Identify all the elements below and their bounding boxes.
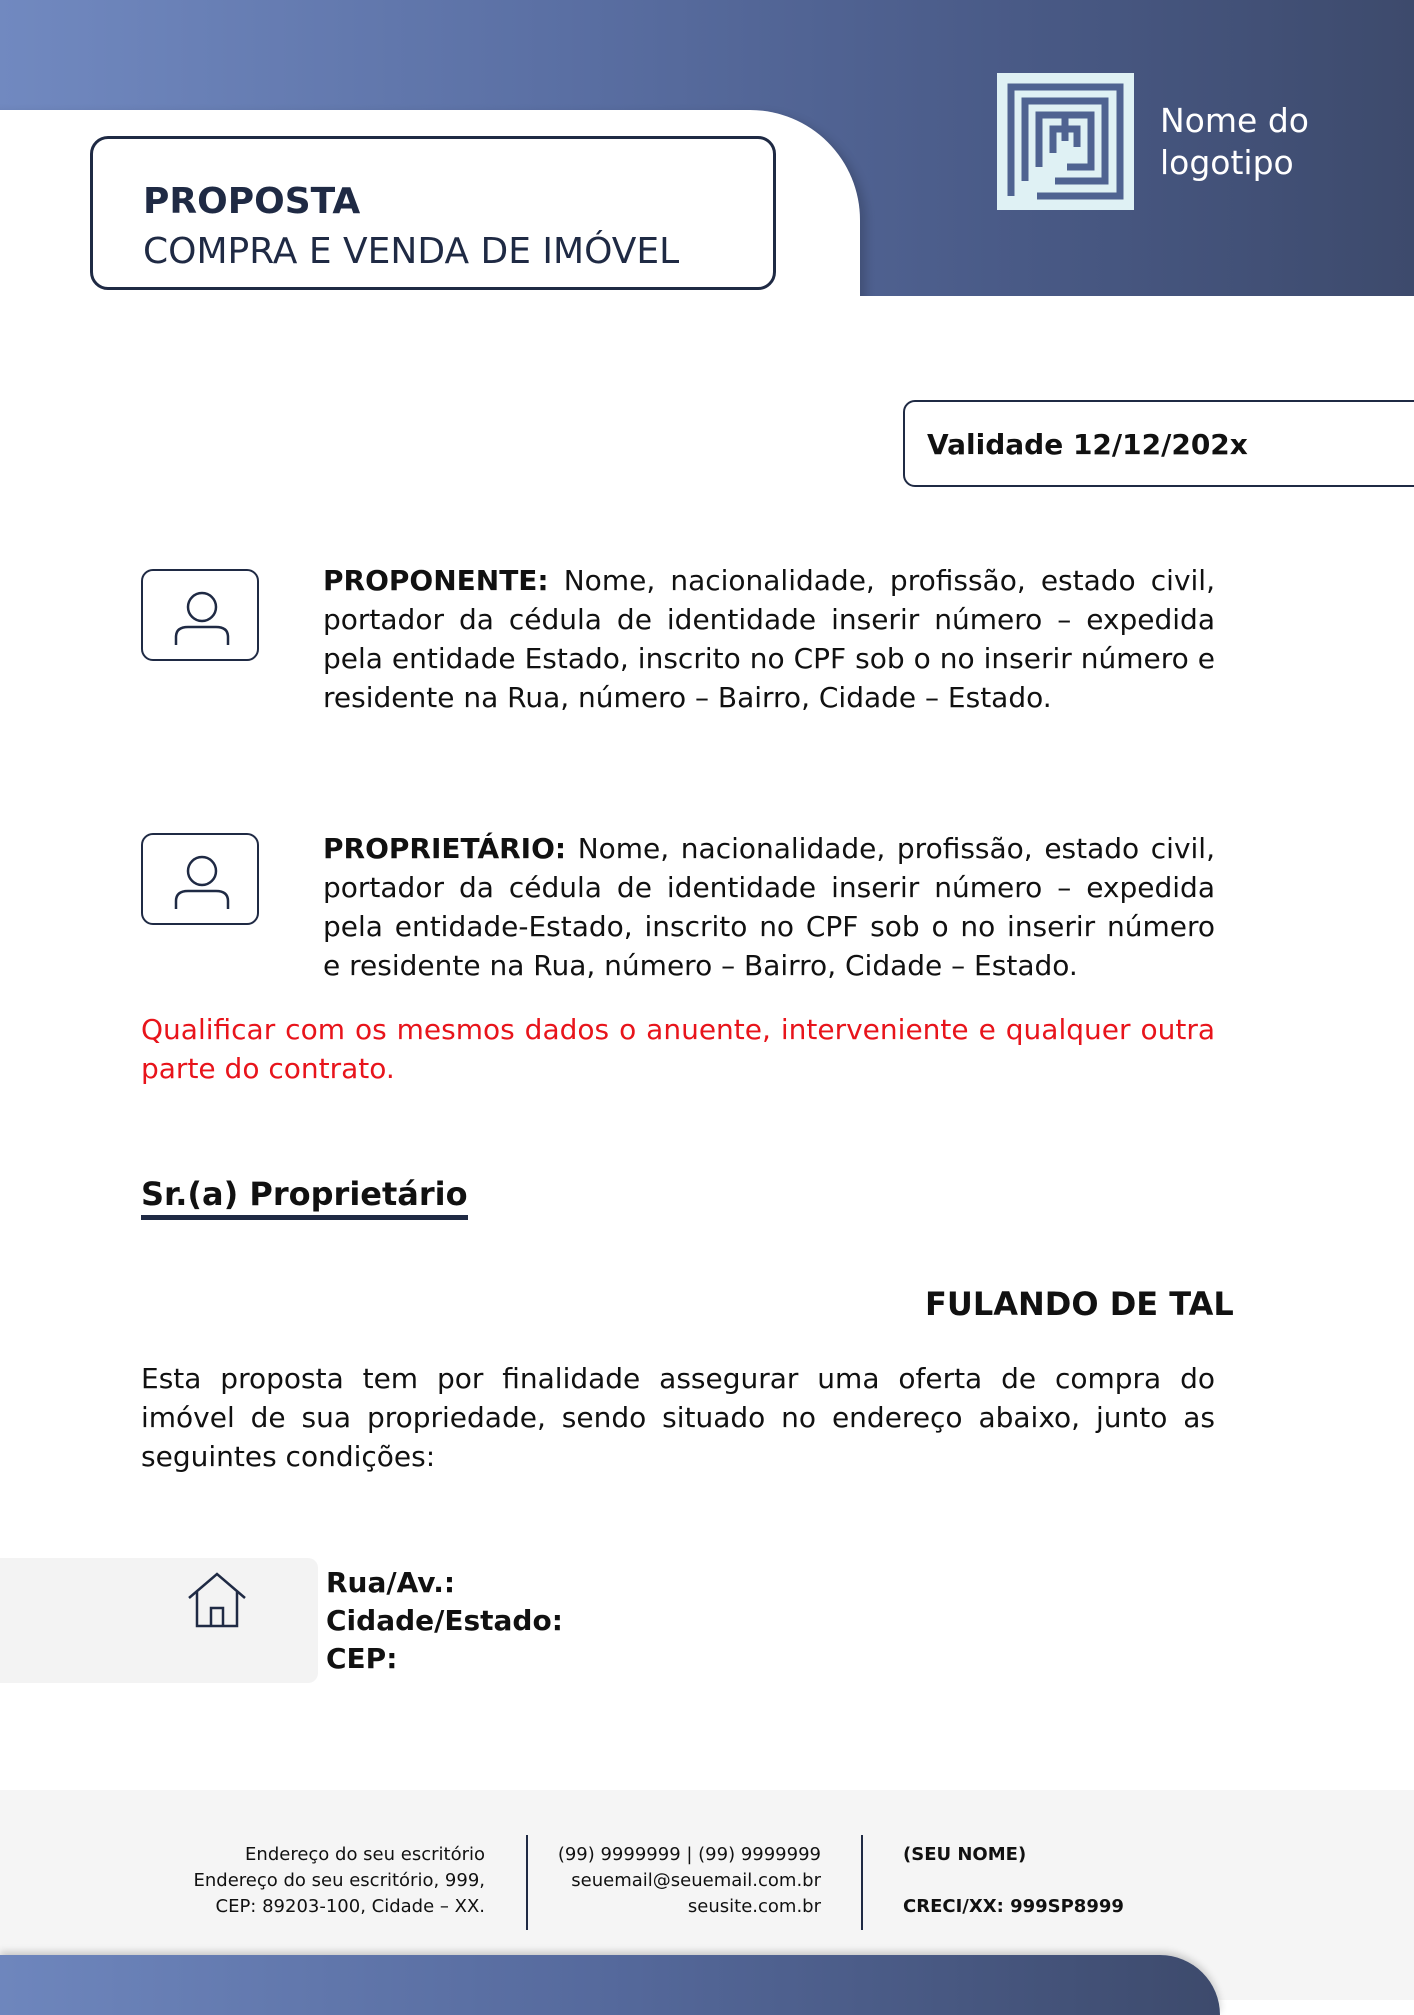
address-street-label: Rua/Av.: <box>326 1566 456 1599</box>
logo-text <box>1160 100 1380 184</box>
validity-box <box>903 400 1414 487</box>
body-paragraph: Esta proposta tem por finalidade assegurar uma oferta de compra do imóvel de sua propriedade, sendo situado no endereço abaixo, junto as seguintes condições: <box>141 1362 1215 1473</box>
footer-phones: (99) 9999999 | (99) 9999999 <box>557 1844 821 1865</box>
footer-office-address <box>140 1842 485 1920</box>
house-icon <box>185 1568 249 1632</box>
footer-office-line3: CEP: 89203-100, Cidade – XX. <box>215 1896 485 1917</box>
footer-site[interactable]: seusite.com.br <box>687 1896 821 1917</box>
footer-band <box>0 1955 1220 2015</box>
address-icon-box <box>0 1558 318 1683</box>
proponente-label: PROPONENTE: <box>323 564 549 597</box>
proprietario-text: Nome, nacionalidade, profissão, estado civil, portador da cédula de identidade inserir número – expedida pela entidade-Estado, inscrito no CPF sob o no inserir número e residente na Rua, número – Bairro, Cidade – Estado. <box>323 832 1215 982</box>
footer-creci: CRECI/XX: 999SP8999 <box>903 1896 1124 1917</box>
proprietario-label: PROPRIETÁRIO: <box>323 832 567 865</box>
proponente-text: Nome, nacionalidade, profissão, estado civil, portador da cédula de identidade inserir número – expedida pela entidade Estado, inscrito no CPF sob o no inserir número e residente na Rua, número – Bairro, Cidade – Estado. <box>323 564 1215 714</box>
footer-contacts <box>540 1842 821 1920</box>
footer-email[interactable]: seuemail@seuemail.com.br <box>571 1870 821 1891</box>
footer-your-name: (SEU NOME) <box>903 1844 1027 1865</box>
logo-text-line1: Nome do <box>1160 101 1309 140</box>
logo-text-line2: logotipo <box>1160 143 1294 182</box>
proponente-user-icon <box>141 569 259 661</box>
address-cep-label: CEP: <box>326 1642 398 1675</box>
qualification-note: Qualificar com os mesmos dados o anuente, interveniente e qualquer outra parte do contrato. <box>141 1013 1215 1085</box>
proponente-paragraph <box>323 561 1215 717</box>
proprietario-user-icon <box>141 833 259 925</box>
document-subtitle: COMPRA E VENDA DE IMÓVEL <box>143 231 680 272</box>
validity-text: Validade 12/12/202x <box>927 428 1248 461</box>
title-box <box>90 136 776 290</box>
footer-office-line2: Endereço do seu escritório, 999, <box>193 1870 485 1891</box>
address-city-label: Cidade/Estado: <box>326 1604 563 1637</box>
footer-office-line1: Endereço do seu escritório <box>245 1844 485 1865</box>
proprietario-paragraph <box>323 829 1215 985</box>
footer-divider-1 <box>526 1835 528 1930</box>
recipient-name: FULANDO DE TAL <box>925 1285 1234 1323</box>
document-title: PROPOSTA <box>143 181 361 222</box>
footer-divider-2 <box>861 1835 863 1930</box>
salutation-heading: Sr.(a) Proprietário <box>141 1175 468 1220</box>
maze-logo-icon <box>997 73 1134 210</box>
